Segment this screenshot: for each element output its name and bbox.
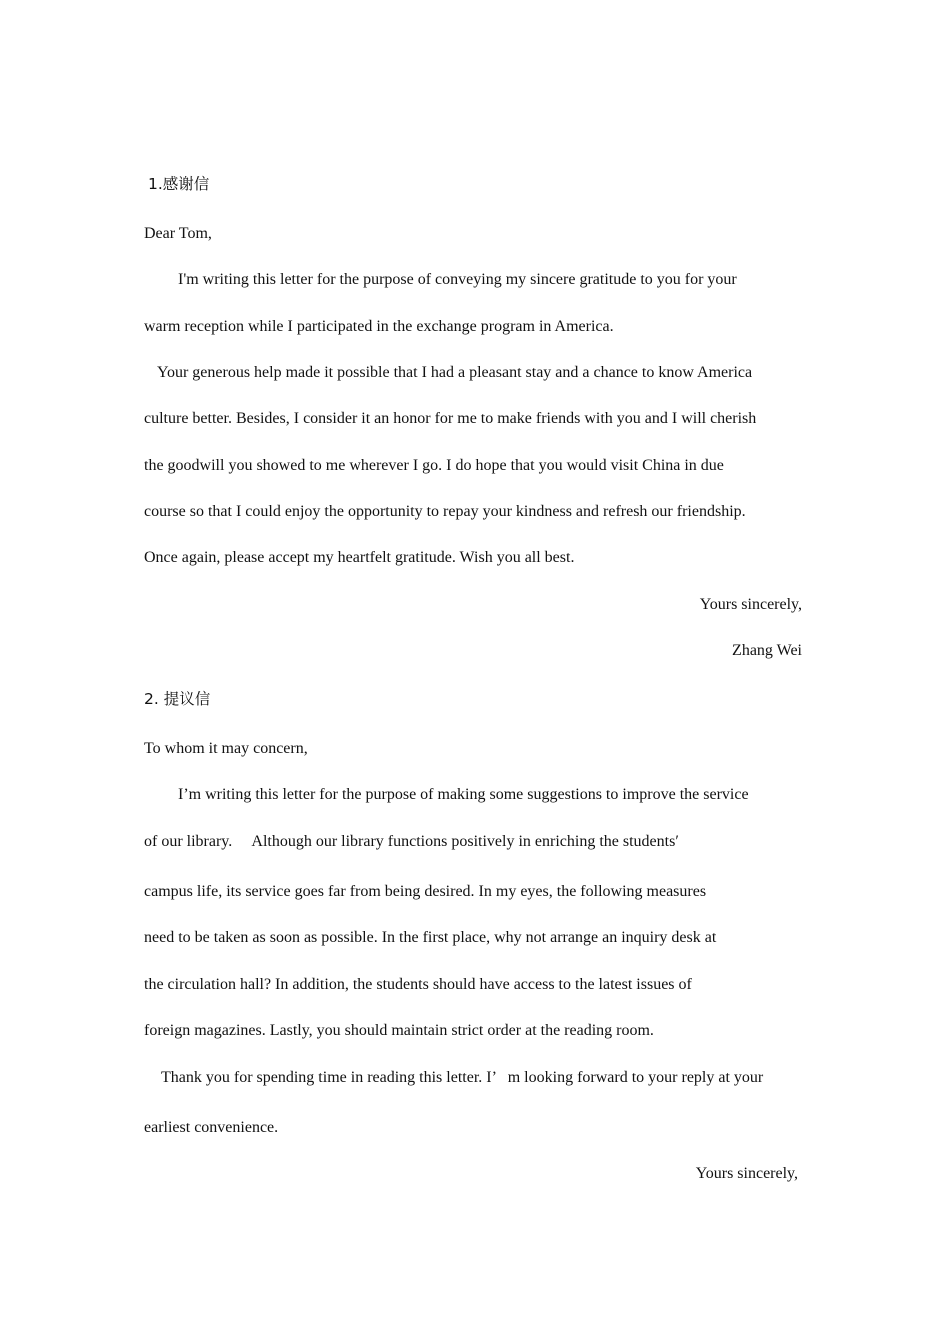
- letter1-signature: Zhang Wei: [732, 642, 802, 659]
- letter2-heading: 2. 提议信: [144, 690, 211, 708]
- letter2-body-line: foreign magazines. Lastly, you should maintain strict order at the reading room.: [144, 1022, 654, 1039]
- letter2-body-line: earliest convenience.: [144, 1119, 279, 1136]
- letter2-body-line: Thank you for spending time in reading this letter. I’ m looking forward to your reply at your: [161, 1069, 764, 1086]
- letter1-body-line: the goodwill you showed to me wherever I go. I do hope that you would visit China in due: [144, 457, 724, 474]
- letter2-body-line: need to be taken as soon as possible. In the first place, why not arrange an inquiry desk at: [144, 929, 717, 946]
- letter1-body-line: Your generous help made it possible that I had a pleasant stay and a chance to know America: [157, 364, 753, 381]
- letter1-body-line: Once again, please accept my heartfelt gratitude. Wish you all best.: [144, 549, 575, 566]
- letter1-closing: Yours sincerely,: [699, 596, 802, 613]
- letter2-salutation: To whom it may concern,: [144, 740, 308, 757]
- letter2-body-line: of our library. Although our library functions positively in enriching the students′: [144, 833, 679, 850]
- letter2-body-line: the circulation hall? In addition, the students should have access to the latest issues of: [144, 976, 692, 993]
- letter1-heading: 1.感谢信: [148, 175, 210, 193]
- letter2-body-line: campus life, its service goes far from being desired. In my eyes, the following measures: [144, 883, 707, 900]
- letter1-salutation: Dear Tom,: [144, 225, 212, 242]
- letter2-body-line: I’m writing this letter for the purpose of making some suggestions to improve the service: [178, 786, 749, 803]
- letter1-body-line: warm reception while I participated in the exchange program in America.: [144, 318, 614, 335]
- letter1-body-line: culture better. Besides, I consider it an honor for me to make friends with you and I will cherish: [144, 410, 757, 427]
- letter1-body-line: I'm writing this letter for the purpose of conveying my sincere gratitude to you for your: [178, 271, 737, 288]
- letter2-closing: Yours sincerely,: [695, 1165, 798, 1182]
- letter1-body-line: course so that I could enjoy the opportunity to repay your kindness and refresh our friendship.: [144, 503, 746, 520]
